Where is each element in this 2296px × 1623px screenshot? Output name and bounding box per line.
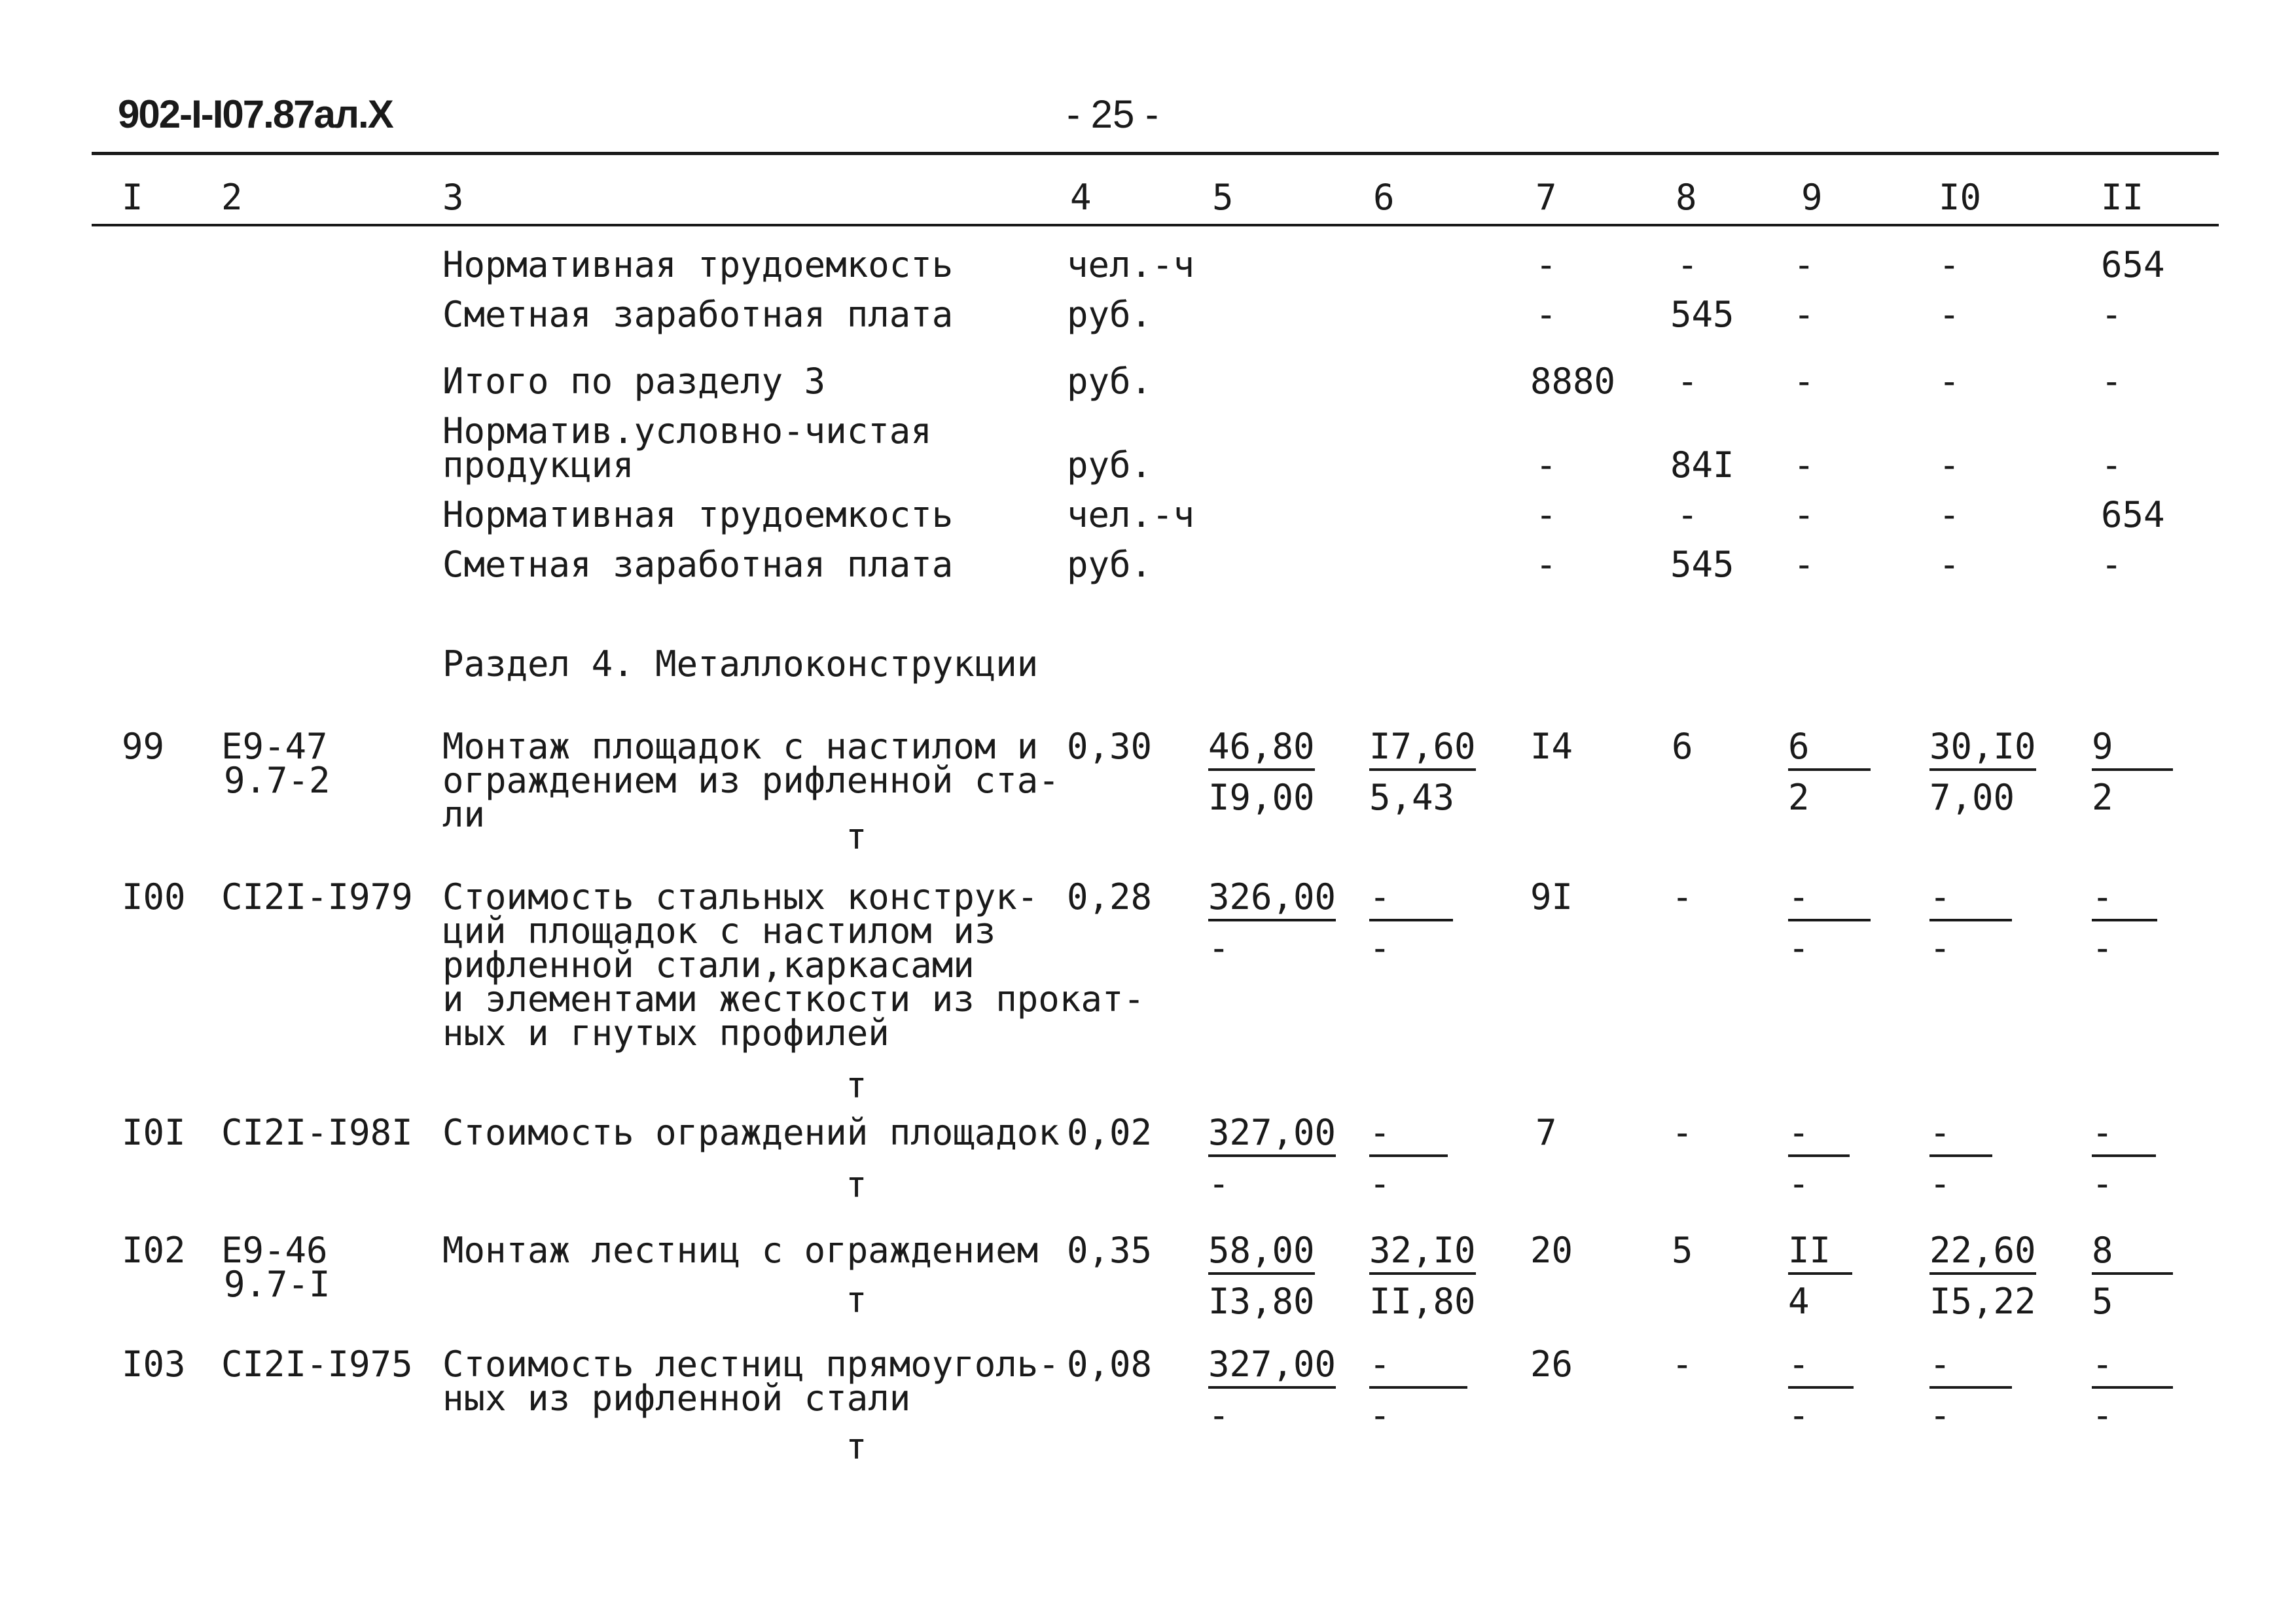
col5-denominator: - [1208, 1163, 1230, 1204]
col11-numerator: - [2092, 1347, 2173, 1389]
col10-fraction [1929, 1344, 2012, 1436]
col10-fraction [1929, 876, 2012, 969]
row-number: I02 [122, 1230, 186, 1271]
col11-numerator: - [2092, 1115, 2156, 1157]
column-header-5: 5 [1212, 177, 1234, 218]
summary-col11: - [2101, 361, 2123, 402]
summary-col10: - [1939, 494, 1960, 535]
col9-fraction [1788, 1112, 1850, 1204]
col9-denominator: 4 [1788, 1281, 1810, 1322]
col9-denominator: - [1788, 1163, 1810, 1204]
col9-numerator: - [1788, 880, 1871, 921]
item-description-line: ных и гнутых профилей [442, 1012, 889, 1054]
col5-denominator: I3,80 [1208, 1281, 1315, 1322]
column-header-1: I [122, 177, 143, 218]
col11-denominator: - [2092, 1395, 2113, 1436]
item-description-line: ли [442, 794, 486, 835]
table-top-rule [92, 152, 2219, 155]
col8-value: 5 [1672, 1230, 1693, 1271]
rate-code: СI2I-I98I [221, 1112, 413, 1153]
summary-col8: 545 [1670, 294, 1734, 335]
rate-code-sub: 9.7-I [224, 1264, 331, 1305]
rate-code: Е9-46 [221, 1230, 328, 1271]
col5-numerator: 46,80 [1208, 729, 1315, 771]
item-description-line: Монтаж площадок с настилом и [442, 726, 1039, 767]
col5-numerator: 58,00 [1208, 1233, 1315, 1275]
col6-fraction [1369, 1112, 1448, 1204]
section-title: Раздел 4. Металлоконструкции [442, 643, 1039, 685]
column-header-9: 9 [1801, 177, 1823, 218]
col9-denominator: 2 [1788, 777, 1810, 818]
col6-fraction [1369, 1230, 1476, 1322]
summary-col10: - [1939, 444, 1960, 486]
quantity: 0,30 [1067, 726, 1153, 767]
item-description-line: Стоимость ограждений площадок [442, 1112, 1060, 1153]
col7-value: I4 [1530, 726, 1573, 767]
col5-denominator: - [1208, 1395, 1230, 1436]
col10-fraction [1929, 1112, 1992, 1204]
rate-code: Е9-47 [221, 726, 328, 767]
column-header-10: I0 [1939, 177, 1982, 218]
col11-fraction [2092, 1112, 2156, 1204]
summary-col8: 84I [1670, 444, 1734, 486]
col11-denominator: 5 [2092, 1281, 2113, 1322]
col8-value: 6 [1672, 726, 1693, 767]
col5-fraction [1208, 1344, 1336, 1436]
col11-fraction [2092, 876, 2157, 969]
col10-denominator: I5,22 [1929, 1281, 2036, 1322]
summary-label: Сметная заработная плата [442, 544, 954, 585]
col6-numerator: - [1369, 880, 1453, 921]
rate-code: СI2I-I975 [221, 1344, 413, 1385]
col9-numerator: - [1788, 1115, 1850, 1157]
summary-col8: - [1677, 361, 1698, 402]
summary-label: Сметная заработная плата [442, 294, 954, 335]
summary-label-line2: продукция [442, 444, 634, 486]
summary-col11: 654 [2101, 494, 2165, 535]
col10-denominator: 7,00 [1929, 777, 2015, 818]
column-header-8: 8 [1676, 177, 1697, 218]
row-number: I0I [122, 1112, 186, 1153]
col11-fraction [2092, 1230, 2173, 1322]
summary-col9: - [1793, 294, 1815, 335]
document-code: 902-I-I07.87ал.Х [118, 92, 393, 136]
col6-denominator: - [1369, 927, 1391, 969]
col9-fraction [1788, 1344, 1854, 1436]
summary-col10: - [1939, 294, 1960, 335]
item-description-line: Монтаж лестниц с ограждением [442, 1230, 1039, 1271]
col5-fraction [1208, 876, 1336, 969]
summary-label: Итого по разделу 3 [442, 361, 826, 402]
summary-col7: - [1535, 444, 1557, 486]
col5-denominator: - [1208, 927, 1230, 969]
unit-label: т [846, 1065, 867, 1106]
column-header-11: II [2101, 177, 2144, 218]
summary-col10: - [1939, 244, 1960, 285]
column-header-4: 4 [1070, 177, 1092, 218]
summary-label: Нормативная трудоемкость [442, 494, 954, 535]
summary-col11: 654 [2101, 244, 2165, 285]
row-number: 99 [122, 726, 165, 767]
row-number: I03 [122, 1344, 186, 1385]
col9-fraction [1788, 1230, 1852, 1322]
col10-fraction [1929, 1230, 2036, 1322]
col6-fraction [1369, 876, 1453, 969]
page-number: - 25 - [1067, 92, 1159, 136]
summary-unit: руб. [1067, 294, 1153, 335]
item-description-line: Стоимость лестниц прямоуголь- [442, 1344, 1060, 1385]
col6-numerator: - [1369, 1115, 1448, 1157]
summary-col7: - [1535, 244, 1557, 285]
col5-numerator: 327,00 [1208, 1115, 1336, 1157]
summary-col11: - [2101, 444, 2123, 486]
quantity: 0,08 [1067, 1344, 1153, 1385]
col8-value: - [1672, 1344, 1693, 1385]
unit-label: т [846, 1426, 867, 1467]
summary-col9: - [1793, 361, 1815, 402]
summary-unit: руб. [1067, 361, 1153, 402]
col5-fraction [1208, 1112, 1336, 1204]
col11-denominator: - [2092, 927, 2113, 969]
column-header-2: 2 [221, 177, 243, 218]
summary-unit: чел.-ч [1067, 244, 1195, 285]
rate-code-sub: 9.7-2 [224, 760, 331, 801]
col9-numerator: - [1788, 1347, 1854, 1389]
col11-denominator: 2 [2092, 777, 2113, 818]
summary-col8: 545 [1670, 544, 1734, 585]
quantity: 0,28 [1067, 876, 1153, 918]
summary-col10: - [1939, 361, 1960, 402]
summary-col7: 8880 [1530, 361, 1616, 402]
col11-numerator: - [2092, 880, 2157, 921]
col11-denominator: - [2092, 1163, 2113, 1204]
summary-col9: - [1793, 244, 1815, 285]
summary-unit: руб. [1067, 444, 1153, 486]
col11-numerator: 8 [2092, 1233, 2173, 1275]
col9-numerator: II [1788, 1233, 1852, 1275]
col10-numerator: 22,60 [1929, 1233, 2036, 1275]
col5-fraction [1208, 1230, 1315, 1322]
col6-denominator: 5,43 [1369, 777, 1455, 818]
col11-numerator: 9 [2092, 729, 2173, 771]
item-description-line: ций площадок с настилом из [442, 910, 996, 952]
summary-col7: - [1535, 544, 1557, 585]
col10-fraction [1929, 726, 2036, 818]
col10-denominator: - [1929, 927, 1951, 969]
item-description-line: ных из рифленной стали [442, 1378, 911, 1419]
col6-numerator: I7,60 [1369, 729, 1476, 771]
summary-col11: - [2101, 544, 2123, 585]
summary-label-line1: Норматив.условно-чистая [442, 410, 932, 452]
item-description-line: Стоимость стальных конструк- [442, 876, 1039, 918]
item-description-line: ограждением из рифленной ста- [442, 760, 1060, 801]
summary-col8: - [1677, 244, 1698, 285]
row-number: I00 [122, 876, 186, 918]
col5-denominator: I9,00 [1208, 777, 1315, 818]
col6-fraction [1369, 1344, 1467, 1436]
summary-label: Нормативная трудоемкость [442, 244, 954, 285]
column-header-7: 7 [1535, 177, 1557, 218]
col7-value: 9I [1530, 876, 1573, 918]
column-header-6: 6 [1373, 177, 1395, 218]
col7-value: 7 [1535, 1112, 1557, 1153]
col6-numerator: 32,I0 [1369, 1233, 1476, 1275]
col10-denominator: - [1929, 1163, 1951, 1204]
col10-denominator: - [1929, 1395, 1951, 1436]
summary-unit: руб. [1067, 544, 1153, 585]
col5-numerator: 327,00 [1208, 1347, 1336, 1389]
col10-numerator: 30,I0 [1929, 729, 2036, 771]
quantity: 0,35 [1067, 1230, 1153, 1271]
col10-numerator: - [1929, 1115, 1992, 1157]
summary-col7: - [1535, 294, 1557, 335]
summary-col11: - [2101, 294, 2123, 335]
quantity: 0,02 [1067, 1112, 1153, 1153]
summary-col9: - [1793, 444, 1815, 486]
col10-numerator: - [1929, 880, 2012, 921]
col5-fraction [1208, 726, 1315, 818]
summary-unit: чел.-ч [1067, 494, 1195, 535]
col6-fraction [1369, 726, 1476, 818]
col6-denominator: II,80 [1369, 1281, 1476, 1322]
col8-value: - [1672, 1112, 1693, 1153]
col11-fraction [2092, 726, 2173, 818]
col5-numerator: 326,00 [1208, 880, 1336, 921]
item-description-line: рифленной стали,каркасами [442, 944, 975, 986]
summary-col10: - [1939, 544, 1960, 585]
col11-fraction [2092, 1344, 2173, 1436]
col8-value: - [1672, 876, 1693, 918]
col6-numerator: - [1369, 1347, 1467, 1389]
col9-numerator: 6 [1788, 729, 1871, 771]
col10-numerator: - [1929, 1347, 2012, 1389]
col9-denominator: - [1788, 927, 1810, 969]
column-header-3: 3 [442, 177, 464, 218]
item-description-line: и элементами жесткости из прокат- [442, 978, 1145, 1020]
summary-col9: - [1793, 544, 1815, 585]
summary-col9: - [1793, 494, 1815, 535]
summary-col7: - [1535, 494, 1557, 535]
col6-denominator: - [1369, 1163, 1391, 1204]
unit-label: т [846, 816, 867, 857]
col7-value: 20 [1530, 1230, 1573, 1271]
col6-denominator: - [1369, 1395, 1391, 1436]
col9-denominator: - [1788, 1395, 1810, 1436]
unit-label: т [846, 1279, 867, 1321]
rate-code: СI2I-I979 [221, 876, 413, 918]
col9-fraction [1788, 726, 1871, 818]
table-header-rule [92, 224, 2219, 226]
unit-label: т [846, 1164, 867, 1205]
col9-fraction [1788, 876, 1871, 969]
summary-col8: - [1677, 494, 1698, 535]
col7-value: 26 [1530, 1344, 1573, 1385]
